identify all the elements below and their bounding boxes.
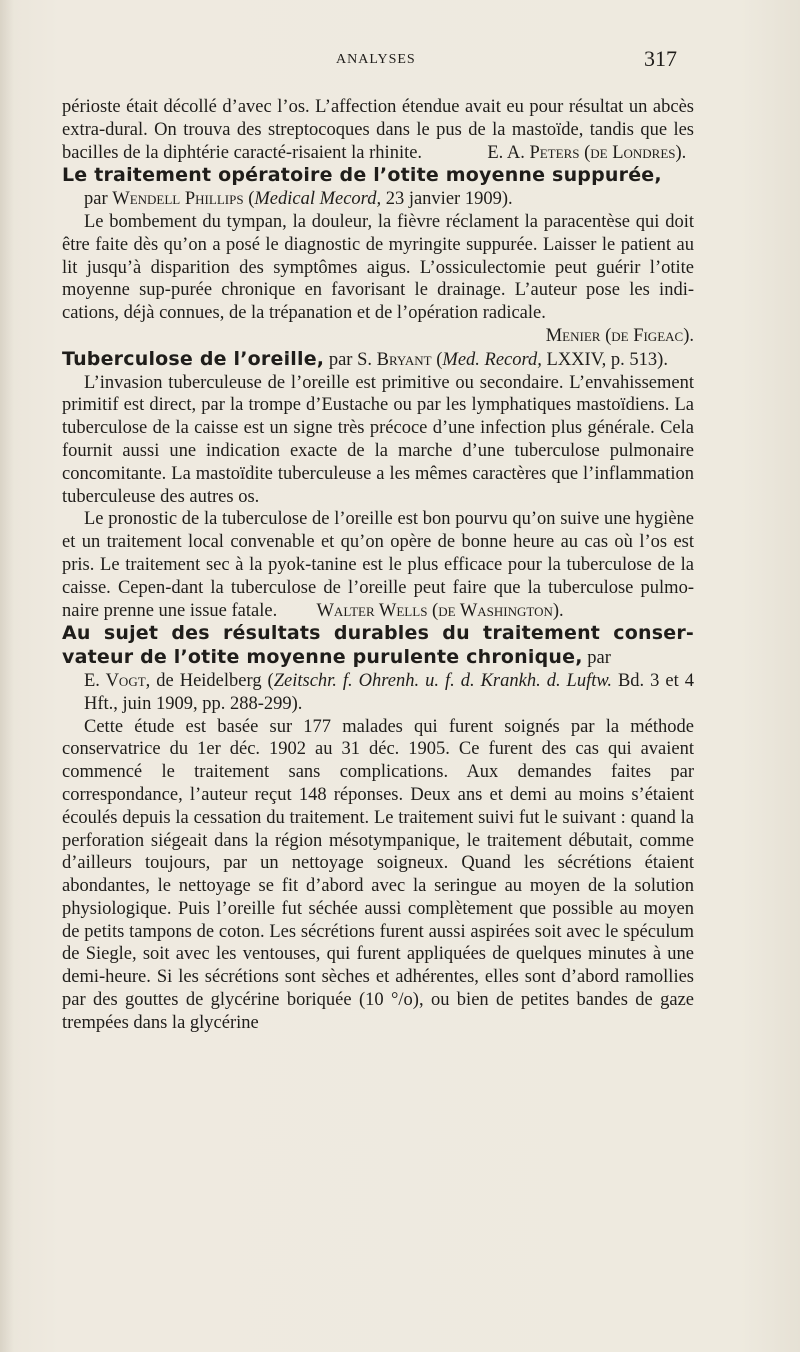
signature: Menier (de Figeac). bbox=[545, 325, 694, 346]
reference-author: E. Vogt, bbox=[84, 670, 151, 691]
page-number: 317 bbox=[644, 46, 677, 71]
reference-par: par bbox=[582, 648, 611, 669]
reference-tail: Bd. 3 et 4 Hft., juin 1909, pp. 288-299). bbox=[84, 670, 694, 714]
paragraph-continuation bbox=[62, 96, 694, 164]
paragraph-text: Le pronostic de la tuberculose de l’oreille est bon pourvu qu’on suive une hygiène et un traitement local convenable et qu’on opère de bonne heure au cas où l’os est pris. Le traitement sec à la pyok-tanine est le plus efficace pour la tuberculose de la caisse. Cepen-dant la tuberculose de l’oreille peut faire que la tuberculose pulmo-naire prenne une issue fatale. bbox=[62, 509, 694, 621]
article-signature bbox=[62, 325, 694, 348]
signature: E. A. Peters (de Londres). bbox=[487, 142, 687, 163]
reference-author: Wendell Phillips bbox=[112, 189, 244, 210]
reference-tail: LXXIV, p. 513). bbox=[541, 349, 668, 370]
reference-par: par bbox=[84, 189, 113, 210]
reference-place: de Heidelberg ( bbox=[150, 670, 274, 691]
reference-author: Bryant bbox=[376, 349, 432, 370]
page-content bbox=[62, 96, 694, 1035]
reference-par: par S. bbox=[324, 349, 377, 370]
article-heading bbox=[62, 164, 694, 188]
article-heading bbox=[62, 622, 694, 670]
article-body: L’invasion tuberculeuse de l’oreille est primitive ou secondaire. L’envahissement primitif est direct, par la trompe d’Eustache ou par les lymphatiques mastoïdiens. La tuberculose de la caisse est un signe très précoce d’une infection plus générale. Cela fournit aussi une indication exacte de la marche d’une tuberculose pulmonaire concomitante. La mastoïdite tuberculeuse a les mêmes caractères que l’inflammation tuberculeuse des autres os. bbox=[62, 372, 694, 507]
article-reference bbox=[62, 670, 694, 716]
article-body: Le bombement du tympan, la douleur, la fièvre réclament la paracentèse qui doit être faite dès qu’on a posé le diagnostic de myringite suppurée. Laisser le patient au lit jusqu’à disparition des symptômes aigus. L’ossiculectomie peut guérir l’otite moyenne sup-purée chronique en favorisant le drainage. L’auteur pose les indi-cations, déjà connues, de la trépanation et de l’opération radicale. bbox=[62, 211, 694, 324]
article-title: Tuberculose de l’oreille, bbox=[62, 347, 325, 370]
reference-date: 23 janvier 1909). bbox=[381, 189, 513, 210]
signature: Walter Wells (de Washington). bbox=[316, 600, 564, 621]
reference-journal: Med. Record, bbox=[442, 349, 542, 370]
article-heading: Tuberculose de l’oreille, par S. Bryant (Med. Record, LXXIV, p. 513). bbox=[62, 347, 668, 370]
article-reference: par Wendell Phillips (Medical Mecord, 23 janvier 1909). bbox=[84, 189, 513, 210]
running-head-title: ANALYSES bbox=[336, 52, 416, 67]
article-title: Le traitement opératoire de l’otite moyenne suppurée, bbox=[62, 164, 662, 187]
article-body bbox=[62, 508, 694, 622]
reference-journal: Zeitschr. f. Ohrenh. u. f. d. Krankh. d. Luftw. bbox=[273, 670, 612, 691]
article-body: Cette étude est basée sur 177 malades qui furent soignés par la méthode conservatrice du 1er déc. 1902 au 31 déc. 1905. Ce furent des cas qui avaient commencé le traitement sans complications. Aux demandes faites par correspondance, l’auteur reçut 148 réponses. Deux ans et demi au moins s’étaient écoulés depuis la cessation du traitement. Le traitement suivi fut le suivant : quand la perforation siégeait dans la région mésotympanique, le traitement débutait, comme d’ailleurs toujours, par un nettoyage soigneux. Quand les sécrétions étaient abondantes, le nettoyage se fit d’abord avec la seringue au moyen de la solution physiologique. Puis l’oreille fut séchée aussi complètement que possible au moyen de petits tampons de coton. Les sécrétions furent aussi aspirées soit avec le spéculum de Siegle, soit avec les ventouses, qui furent appliquées de quelques minutes à une demi-heure. Si les sécrétions sont sèches et adhérentes, elles sont d’abord ramollies par des gouttes de glycérine boriquée (10 °/o), ou bien de petites bandes de gaze trempées dans la glycérine bbox=[62, 716, 694, 1033]
paragraph-text: périoste était décollé d’avec l’os. L’affection étendue avait eu pour résultat un abcès extra-dural. On trouva des streptocoques dans le pus de la mastoïde, tandis que les bacilles de la diphtérie caracté-risaient la rhinite. bbox=[62, 97, 694, 163]
reference-journal: Medical Mecord, bbox=[254, 189, 382, 210]
article-title: Au sujet des résultats durables du traitement conser-vateur de l’otite moyenne purulente chronique, bbox=[62, 622, 694, 669]
